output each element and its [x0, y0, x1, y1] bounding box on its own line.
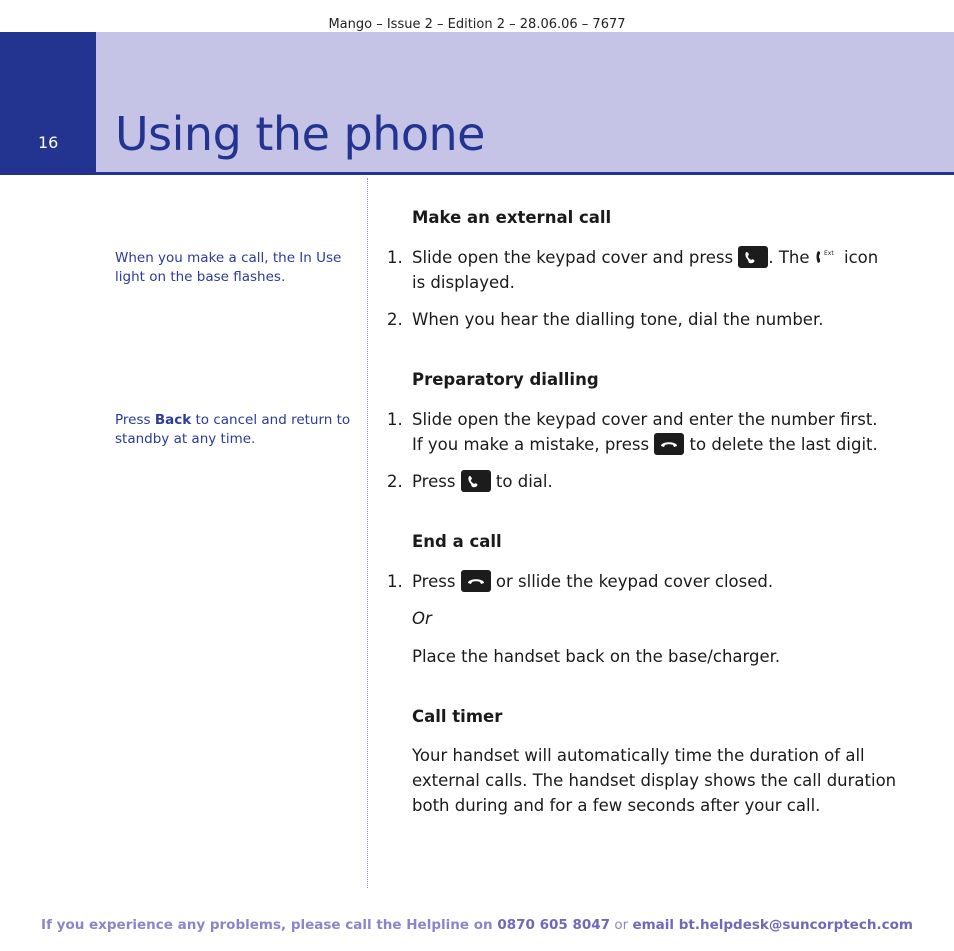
heading-external-call: Make an external call — [412, 208, 612, 227]
helpline-footer — [0, 917, 954, 933]
external-step-1-line2: is displayed. — [412, 273, 515, 292]
call-timer-line2: external calls. The handset display shows the call duration — [412, 771, 897, 790]
external-step-1-c: icon — [838, 248, 879, 267]
helpline-phone: 0870 605 8047 — [497, 917, 611, 933]
header-rule — [0, 172, 954, 175]
step-number: 1. — [387, 410, 403, 429]
talk-key-icon — [461, 470, 491, 492]
step-number: 2. — [387, 310, 403, 329]
footer-or: or — [610, 917, 633, 933]
step-number: 2. — [387, 472, 403, 491]
end-alternative: Place the handset back on the base/charger. — [412, 647, 781, 666]
preparatory-step-1-line2a: If you make a mistake, press — [412, 435, 655, 454]
preparatory-step-2-b: to dial. — [490, 472, 553, 491]
heading-call-timer: Call timer — [412, 707, 503, 726]
preparatory-step-2-a: Press — [412, 472, 461, 491]
edition-line: Mango – Issue 2 – Edition 2 – 28.06.06 – 7677 — [328, 17, 626, 32]
talk-key-icon — [738, 246, 768, 268]
step-number: 1. — [387, 572, 403, 591]
end-or-text: Or — [412, 609, 432, 628]
end-step-1 — [412, 569, 912, 594]
heading-end-call: End a call — [412, 532, 502, 551]
end-key-icon — [654, 433, 684, 455]
side-note-in-use: When you make a call, the In Use light on the base flashes. — [115, 250, 342, 285]
page-number: 16 — [38, 133, 59, 152]
call-timer-line3: both during and for a few seconds after your call. — [412, 796, 821, 815]
call-timer-line1: Your handset will automatically time the duration of all — [412, 746, 865, 765]
preparatory-step-1 — [412, 407, 912, 457]
side-note-back-suffix: to cancel and return to standby at any time. — [115, 412, 351, 447]
side-note-back — [115, 411, 355, 449]
column-divider — [367, 178, 368, 888]
side-note-back-key: Back — [154, 412, 192, 428]
footer-prefix: If you experience any problems, please call the Helpline on — [41, 917, 498, 933]
end-step-1-b: or sllide the keypad cover closed. — [490, 572, 774, 591]
end-key-icon — [461, 570, 491, 592]
call-timer-text — [412, 743, 912, 818]
preparatory-step-1-line1: Slide open the keypad cover and enter the number first. — [412, 410, 878, 429]
end-step-1-a: Press — [412, 572, 461, 591]
helpline-email: email bt.helpdesk@suncorptech.com — [632, 917, 913, 933]
external-step-2: When you hear the dialling tone, dial the number. — [412, 310, 824, 329]
side-note-back-prefix: Press — [115, 412, 155, 428]
end-or — [412, 606, 912, 631]
page-title: Using the phone — [115, 107, 485, 161]
external-step-1-a: Slide open the keypad cover and press — [412, 248, 739, 267]
external-step-1 — [412, 245, 912, 295]
svg-text:Ext: Ext — [823, 250, 834, 257]
external-step-1-b: . The — [768, 248, 815, 267]
external-call-icon — [815, 248, 839, 266]
preparatory-step-1-line2b: to delete the last digit. — [684, 435, 878, 454]
heading-preparatory-dialling: Preparatory dialling — [412, 370, 599, 389]
step-number: 1. — [387, 248, 403, 267]
preparatory-step-2 — [412, 469, 912, 494]
